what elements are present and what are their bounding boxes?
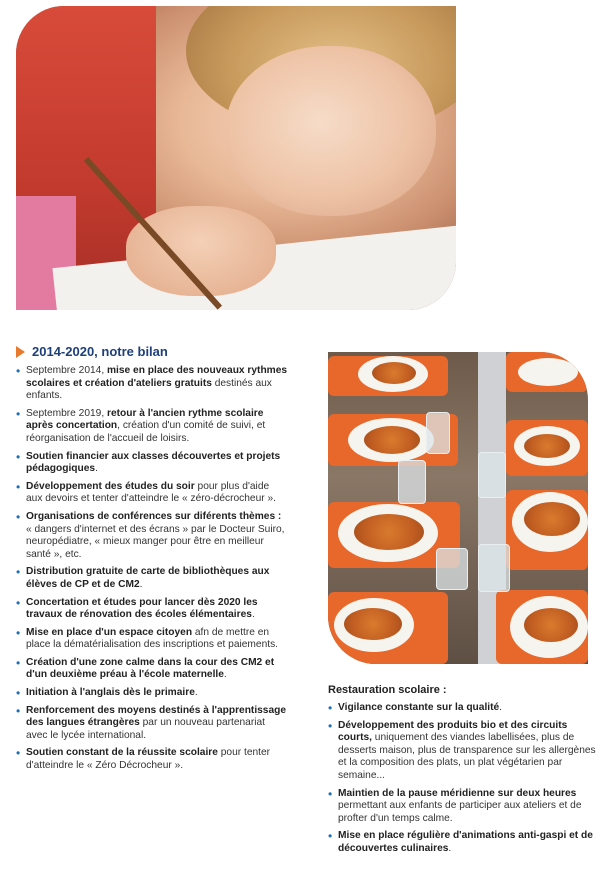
restauration-section bbox=[328, 684, 596, 861]
item-text-bold: Soutien constant de la réussite scolaire bbox=[26, 747, 218, 759]
item-text-post: , création d'un comité de suivi, et réorganisation de l'accueil de loisirs. bbox=[26, 420, 266, 444]
list-item bbox=[16, 365, 288, 403]
photo-glass bbox=[398, 460, 426, 504]
item-text-bold: Mise en place d'un espace citoyen bbox=[26, 626, 193, 638]
item-text-bold: Vigilance constante sur la qualité bbox=[338, 702, 500, 713]
list-item bbox=[16, 597, 288, 622]
item-text-post: pour tenter d'atteindre le « Zéro Décrocheur ». bbox=[26, 747, 271, 772]
item-text-bold: Création d'une zone calme dans la cour des CM2 et d'un deuxième préau à l'école maternelle bbox=[26, 656, 275, 681]
photo-pasta bbox=[354, 514, 424, 550]
cantine-photo bbox=[328, 352, 588, 664]
photo-face bbox=[226, 46, 436, 216]
item-text-post: . bbox=[499, 702, 503, 713]
item-text-pre: Septembre 2019, bbox=[26, 407, 107, 419]
list-item bbox=[16, 747, 288, 772]
list-item bbox=[16, 566, 288, 591]
list-item bbox=[16, 705, 288, 743]
bilan-section bbox=[16, 344, 288, 778]
photo-pasta bbox=[524, 608, 578, 642]
restauration-list bbox=[328, 702, 596, 856]
triangle-bullet-icon bbox=[16, 346, 25, 358]
item-text-post: afn de mettre en place la dématérialisation des inscriptions et paiements. bbox=[26, 626, 278, 651]
list-item bbox=[328, 702, 596, 715]
photo-plate bbox=[518, 358, 578, 386]
list-item bbox=[328, 720, 596, 783]
section-heading bbox=[16, 344, 288, 359]
item-text-bold: mise en place des nouveaux rythmes scolaires et création d'ateliers gratuits bbox=[26, 365, 288, 389]
item-text-post: . bbox=[95, 463, 98, 475]
item-text-post: . bbox=[448, 842, 452, 854]
hero-photo-child-drawing bbox=[16, 6, 456, 310]
item-text-bold: Initiation à l'anglais dès le primaire bbox=[26, 687, 195, 699]
photo-pasta bbox=[364, 426, 420, 454]
list-item bbox=[16, 511, 288, 561]
photo-glass bbox=[426, 412, 450, 454]
list-item bbox=[16, 687, 288, 700]
item-text-bold: Organisations de conférences sur diférents thèmes : bbox=[26, 510, 282, 522]
list-item bbox=[16, 451, 288, 476]
item-text-bold: Distribution gratuite de carte de bibliothèques aux élèves de CP et de CM2 bbox=[26, 566, 270, 590]
item-text-post: . bbox=[223, 669, 227, 681]
item-text-post: permettant aux enfants de participer aux ateliers et de profter d'un temps calme. bbox=[338, 800, 582, 824]
item-text-bold: Développement des études du soir bbox=[26, 480, 195, 492]
photo-pasta bbox=[344, 608, 402, 640]
item-text-bold: Soutien financier aux classes découvertes et projets pédagogiques bbox=[26, 450, 281, 475]
item-text-post: pour plus d'aide aux devoirs et tenter d'atteindre le « zéro-décrocheur ». bbox=[26, 480, 276, 505]
list-item bbox=[16, 657, 288, 682]
photo-pasta bbox=[372, 362, 416, 384]
photo-glass bbox=[436, 548, 468, 590]
restauration-title: Restauration scolaire : bbox=[328, 684, 447, 696]
item-text-bold: Mise en place régulière d'animations anti-gaspi et de découvertes culinaires bbox=[338, 830, 593, 854]
item-text-post: . bbox=[194, 687, 198, 699]
photo-pasta bbox=[524, 502, 580, 536]
photo-pasta bbox=[524, 434, 570, 458]
photo-glass bbox=[478, 544, 510, 592]
list-item bbox=[16, 481, 288, 506]
item-text-post: . bbox=[139, 578, 143, 590]
item-text-post: par un nouveau partenariat avec le lycée international. bbox=[26, 717, 265, 741]
item-text-post: uniquement des viandes labellisées, plus de desserts maison, plus de transparence sur les allergènes et la composition des plats, un plat végétarien par semaine... bbox=[338, 732, 596, 781]
list-item bbox=[16, 408, 288, 446]
section-title: 2014-2020, notre bilan bbox=[32, 344, 168, 359]
item-text-pre: Septembre 2014, bbox=[26, 365, 107, 376]
item-text-post: . bbox=[251, 609, 255, 621]
item-text-bold: Concertation et études pour lancer dès 2020 les travaux de rénovation des écoles élémentaires bbox=[26, 596, 258, 621]
list-item bbox=[328, 830, 596, 855]
item-text-post: destinés aux enfants. bbox=[26, 377, 272, 402]
item-text-bold: Renforcement des moyens destinés à l'apprentissage des langues étrangères bbox=[26, 704, 287, 729]
list-item bbox=[328, 788, 596, 826]
item-text-bold: Maintien de la pause méridienne sur deux heures bbox=[338, 787, 577, 799]
photo-glass bbox=[478, 452, 506, 498]
item-text-bold: Développement des produits bio et des circuits courts, bbox=[338, 719, 568, 744]
bilan-list bbox=[16, 365, 288, 773]
item-text-post: « dangers d'internet et des écrans » par le Docteur Suiro, neuropédiatre, « mieux manger pour être en meilleur santé », etc. bbox=[26, 523, 285, 560]
list-item bbox=[16, 627, 288, 652]
item-text-bold: retour à l'ancien rythme scolaire après concertation bbox=[26, 407, 264, 432]
